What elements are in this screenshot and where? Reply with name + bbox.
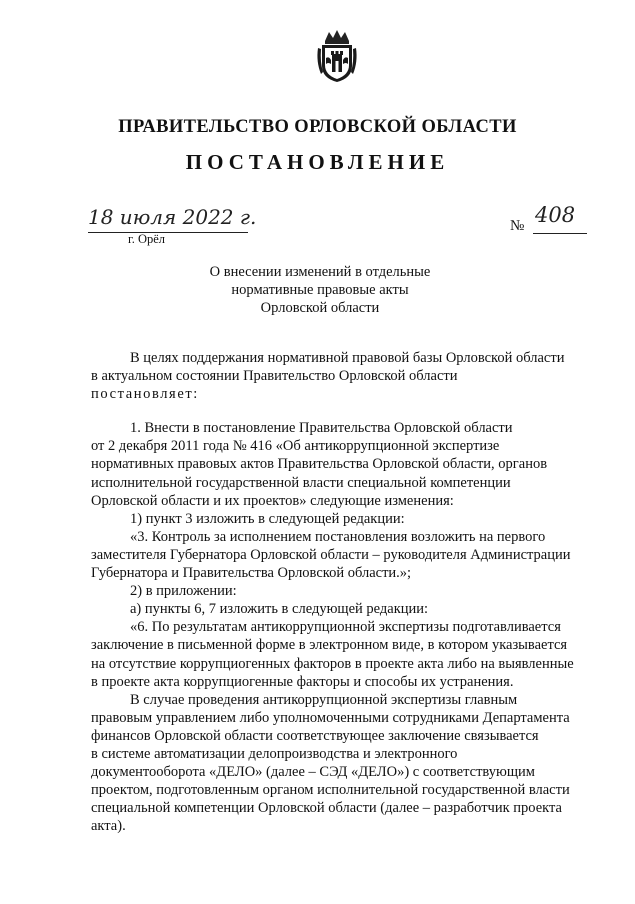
body-line: документооборота «ДЕЛО» (далее – СЭД «ДЕЛО») с соответствующим [91, 764, 535, 781]
body-line: в актуальном состоянии Правительство Орловской области [91, 368, 458, 385]
body-line: «6. По результатам антикоррупционной экспертизы подготавливается [130, 619, 561, 636]
body-line: В случае проведения антикоррупционной экспертизы главным [130, 691, 518, 708]
body-line: Губернатора и Правительства Орловской области.»; [91, 565, 412, 582]
body-line: акта). [91, 818, 126, 835]
body-line: нормативных правовых актов Правительства Орловской области, органов [91, 456, 548, 473]
body-line: в системе автоматизации делопроизводства и электронного [91, 745, 458, 762]
body-line: Орловской области и их проектов» следующие изменения: [91, 492, 454, 509]
body-line: постановляет: [91, 386, 199, 403]
body-line: заключение в письменной форме в электронном виде, в котором указывается [91, 637, 568, 654]
body-line: а) пункты 6, 7 изложить в следующей редакции: [130, 601, 429, 618]
subject-line: нормативные правовые акты [231, 282, 409, 298]
body-line: финансов Орловской области соответствующее заключение связывается [91, 727, 539, 744]
body-line: В целях поддержания нормативной правовой базы Орловской области [130, 350, 565, 366]
body-line: исполнительной государственной власти специальной компетенции [91, 474, 511, 491]
body-line: «3. Контроль за исполнением постановления возложить на первого [130, 528, 546, 545]
body-line: 2) в приложении: [130, 583, 237, 600]
subject-line: О внесении изменений в отдельные [209, 264, 431, 280]
body-line: специальной компетенции Орловской области (далее – разработчик проекта [91, 800, 562, 817]
document-type-heading: ПОСТАНОВЛЕНИЕ [185, 150, 450, 174]
number-label: № [510, 218, 525, 234]
body-line: проектом, подготовленным органом исполнительной государственной власти [91, 782, 570, 799]
body-line: от 2 декабря 2011 года № 416 «Об антикоррупционной экспертизе [91, 438, 500, 455]
body-line: 1) пункт 3 изложить в следующей редакции: [130, 510, 405, 527]
body-line: на отсутствие коррупциогенных факторов в проекте акта либо на выявленные [91, 655, 574, 672]
handwritten-number: 408 [535, 203, 576, 227]
body-line: в проекте акта коррупциогенные факторы и способы их устранения. [91, 673, 514, 690]
subject-line: Орловской области [260, 300, 380, 316]
document-body [91, 349, 594, 835]
government-title: ПРАВИТЕЛЬСТВО ОРЛОВСКОЙ ОБЛАСТИ [118, 117, 517, 137]
handwritten-date: 18 июля 2022 г. [88, 205, 257, 229]
body-line: заместителя Губернатора Орловской области – руководителя Администрации [91, 546, 571, 563]
document-subject [180, 263, 460, 317]
body-line: 1. Внести в постановление Правительства Орловской области [130, 420, 513, 437]
city-label: г. Орёл [128, 232, 166, 246]
coat-of-arms-emblem [316, 28, 358, 84]
body-line: правовым управлением либо уполномоченными сотрудниками Департамента [91, 709, 570, 726]
